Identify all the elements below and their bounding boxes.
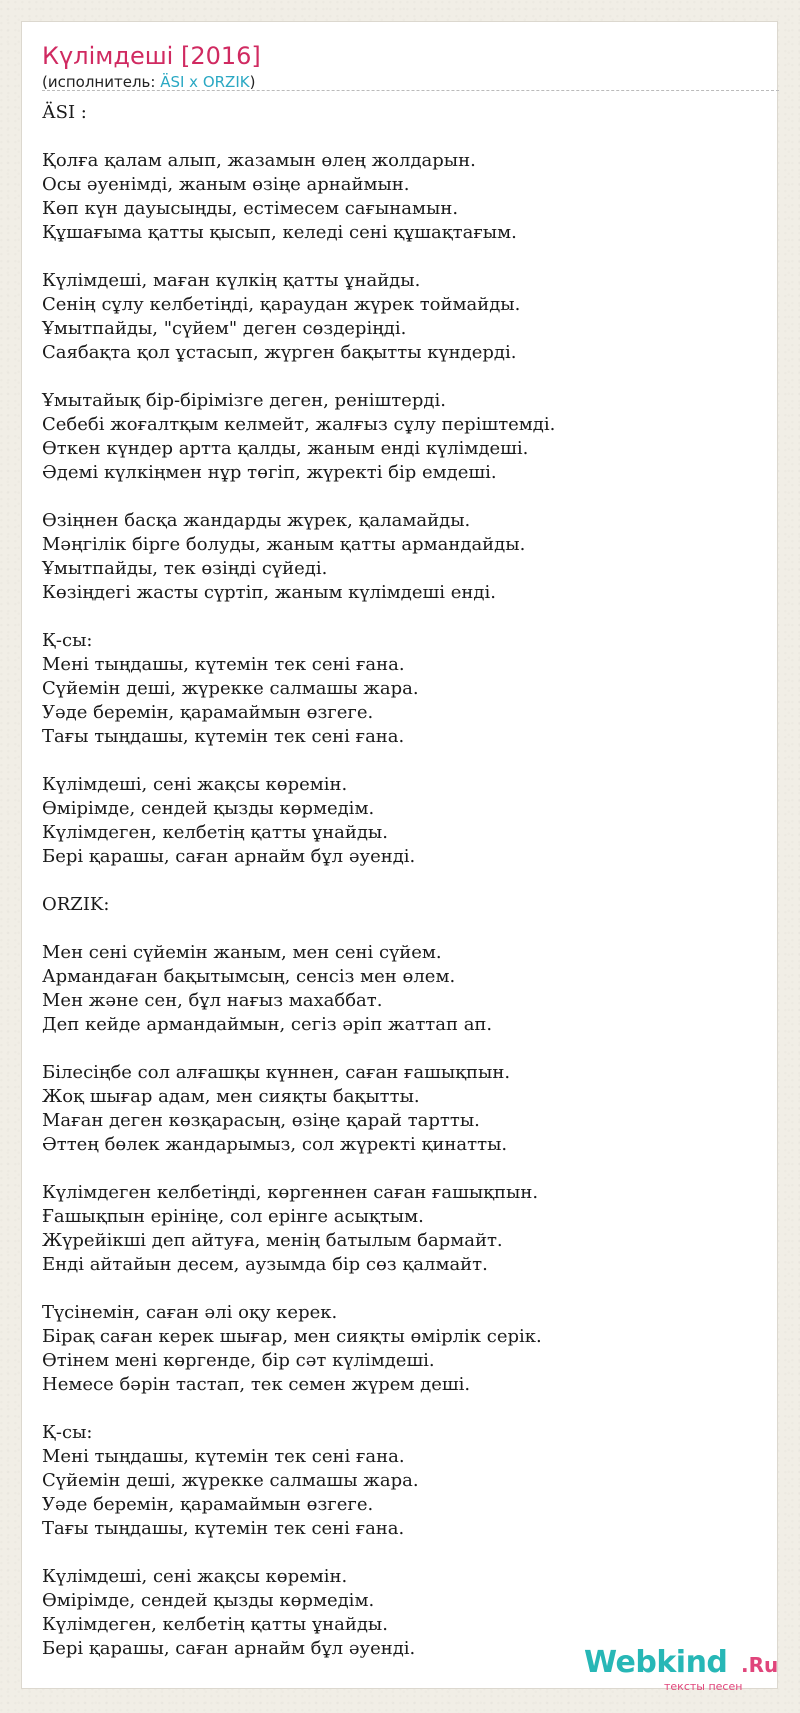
lyrics-line: Сенің сұлу келбетіңді, қараудан жүрек тоймайды.	[42, 294, 521, 315]
lyrics-line: Қолға қалам алып, жазамын өлең жолдарын.	[42, 150, 476, 171]
lyrics-line: Мен және сен, бұл нағыз махаббат.	[42, 990, 383, 1011]
lyrics-line: Саябақта қол ұстасып, жүрген бақытты күндерді.	[42, 342, 517, 363]
lyrics-line: Тағы тыңдашы, күтемін тек сені ғана.	[42, 1518, 405, 1539]
lyrics-blank-line	[42, 1157, 762, 1181]
lyrics-blank-line	[42, 749, 762, 773]
lyrics-line: Ұмытайық бір-бірімізге деген, реніштерді.	[42, 390, 446, 411]
lyrics-text	[42, 101, 762, 1661]
lyrics-blank-line	[42, 917, 762, 941]
lyrics-line: Қ-сы:	[42, 1422, 93, 1443]
lyrics-line: Бірақ саған керек шығар, мен сияқты өмірлік серік.	[42, 1326, 542, 1347]
lyrics-line: Тағы тыңдашы, күтемін тек сені ғана.	[42, 726, 405, 747]
lyrics-line: Күлімдеші, сені жақсы көремін.	[42, 774, 348, 795]
lyrics-card	[21, 21, 779, 1693]
lyrics-line: Әттең бөлек жандарымыз, сол жүректі қинатты.	[42, 1134, 508, 1155]
webkind-logo[interactable]	[584, 1644, 784, 1704]
lyrics-line: Күлімдеші, маған күлкің қатты ұнайды.	[42, 270, 421, 291]
song-title: Күлімдеші [2016]	[42, 42, 261, 70]
lyrics-line: Өтінем мені көргенде, бір сәт күлімдеші.	[42, 1350, 435, 1371]
lyrics-blank-line	[42, 245, 762, 269]
performer-suffix: )	[249, 73, 256, 91]
lyrics-line: Уәде беремін, қарамаймын өзгеге.	[42, 702, 374, 723]
lyrics-line: Өмірімде, сендей қызды көрмедім.	[42, 1590, 375, 1611]
lyrics-blank-line	[42, 125, 762, 149]
lyrics-blank-line	[42, 1397, 762, 1421]
lyrics-line: Мәңгілік бірге болуды, жаным қатты армандайды.	[42, 534, 526, 555]
lyrics-line: Өзіңнен басқа жандарды жүрек, қаламайды.	[42, 510, 471, 531]
lyrics-line: Деп кейде армандаймын, сегіз әріп жаттап ап.	[42, 1014, 493, 1035]
lyrics-line: Мені тыңдашы, күтемін тек сені ғана.	[42, 1446, 405, 1467]
lyrics-line: Немесе бәрін тастап, тек семен жүрем деші.	[42, 1374, 471, 1395]
lyrics-line: Енді айтайын десем, аузымда бір сөз қалмайт.	[42, 1254, 488, 1275]
lyrics-line: Түсінемін, саған әлі оқу керек.	[42, 1302, 338, 1323]
lyrics-line: ORZIK:	[42, 894, 110, 915]
logo-wordmark: Webkind	[584, 1645, 728, 1680]
lyrics-line: Күлімдеші, сені жақсы көремін.	[42, 1566, 348, 1587]
lyrics-line: Өмірімде, сендей қызды көрмедім.	[42, 798, 375, 819]
lyrics-line: Әдемі күлкіңмен нұр төгіп, жүректі бір емдеші.	[42, 462, 497, 483]
lyrics-line: Мені тыңдашы, күтемін тек сені ғана.	[42, 654, 405, 675]
lyrics-blank-line	[42, 869, 762, 893]
lyrics-line: Күлімдеген келбетіңді, көргеннен саған ғашықпын.	[42, 1182, 539, 1203]
lyrics-line: Бері қарашы, саған арнайм бұл әуенді.	[42, 846, 416, 867]
lyrics-line: Өткен күндер артта қалды, жаным енді күлімдеші.	[42, 438, 529, 459]
lyrics-line: Ұмытпайды, "сүйем" деген сөздеріңді.	[42, 318, 407, 339]
logo-tagline: тексты песен	[664, 1680, 743, 1693]
lyrics-line: Қ-сы:	[42, 630, 93, 651]
lyrics-line: Көп күн дауысыңды, естімесем сағынамын.	[42, 198, 459, 219]
lyrics-line: Күлімдеген, келбетің қатты ұнайды.	[42, 1614, 388, 1635]
lyrics-blank-line	[42, 605, 762, 629]
lyrics-line: Құшағыма қатты қысып, келеді сені құшақтағым.	[42, 222, 517, 243]
lyrics-line: Уәде беремін, қарамаймын өзгеге.	[42, 1494, 374, 1515]
lyrics-blank-line	[42, 1277, 762, 1301]
lyrics-line: Ұмытпайды, тек өзіңді сүйеді.	[42, 558, 328, 579]
lyrics-line: Ғашықпын ерініңе, сол ерінге асықтым.	[42, 1206, 424, 1227]
lyrics-line: Көзіңдегі жасты сүртіп, жаным күлімдеші енді.	[42, 582, 496, 603]
lyrics-line: Сүйемін деші, жүрекке салмашы жара.	[42, 1470, 419, 1491]
lyrics-line: Себебі жоғалтқым келмейт, жалғыз сұлу періштемді.	[42, 414, 556, 435]
lyrics-line: Мен сені сүйемін жаным, мен сені сүйем.	[42, 942, 442, 963]
lyrics-blank-line	[42, 1541, 762, 1565]
lyrics-line: Маған деген көзқарасың, өзіңе қарай тартты.	[42, 1110, 480, 1131]
lyrics-blank-line	[42, 365, 762, 389]
lyrics-line: Жүрейікші деп айтуға, менің батылым бармайт.	[42, 1230, 503, 1251]
lyrics-line: Бері қарашы, саған арнайм бұл әуенді.	[42, 1638, 416, 1659]
title-divider	[42, 90, 779, 91]
lyrics-line: Жоқ шығар адам, мен сияқты бақытты.	[42, 1086, 420, 1107]
performer-line	[42, 72, 255, 92]
performer-prefix: (исполнитель:	[42, 73, 161, 91]
performer-link[interactable]: ӒSI x ORZIK	[160, 73, 250, 91]
lyrics-line: Күлімдеген, келбетің қатты ұнайды.	[42, 822, 388, 843]
lyrics-blank-line	[42, 485, 762, 509]
lyrics-line: Осы әуенімді, жаным өзіңе арнаймын.	[42, 174, 410, 195]
logo-domain-suffix: .Ru	[741, 1653, 779, 1677]
lyrics-line: Армандаған бақытымсың, сенсіз мен өлем.	[42, 966, 456, 987]
lyrics-line: Білесіңбе сол алғашқы күннен, саған ғашықпын.	[42, 1062, 511, 1083]
lyrics-line: ӒSI :	[42, 102, 87, 123]
lyrics-line: Сүйемін деші, жүрекке салмашы жара.	[42, 678, 419, 699]
lyrics-blank-line	[42, 1037, 762, 1061]
